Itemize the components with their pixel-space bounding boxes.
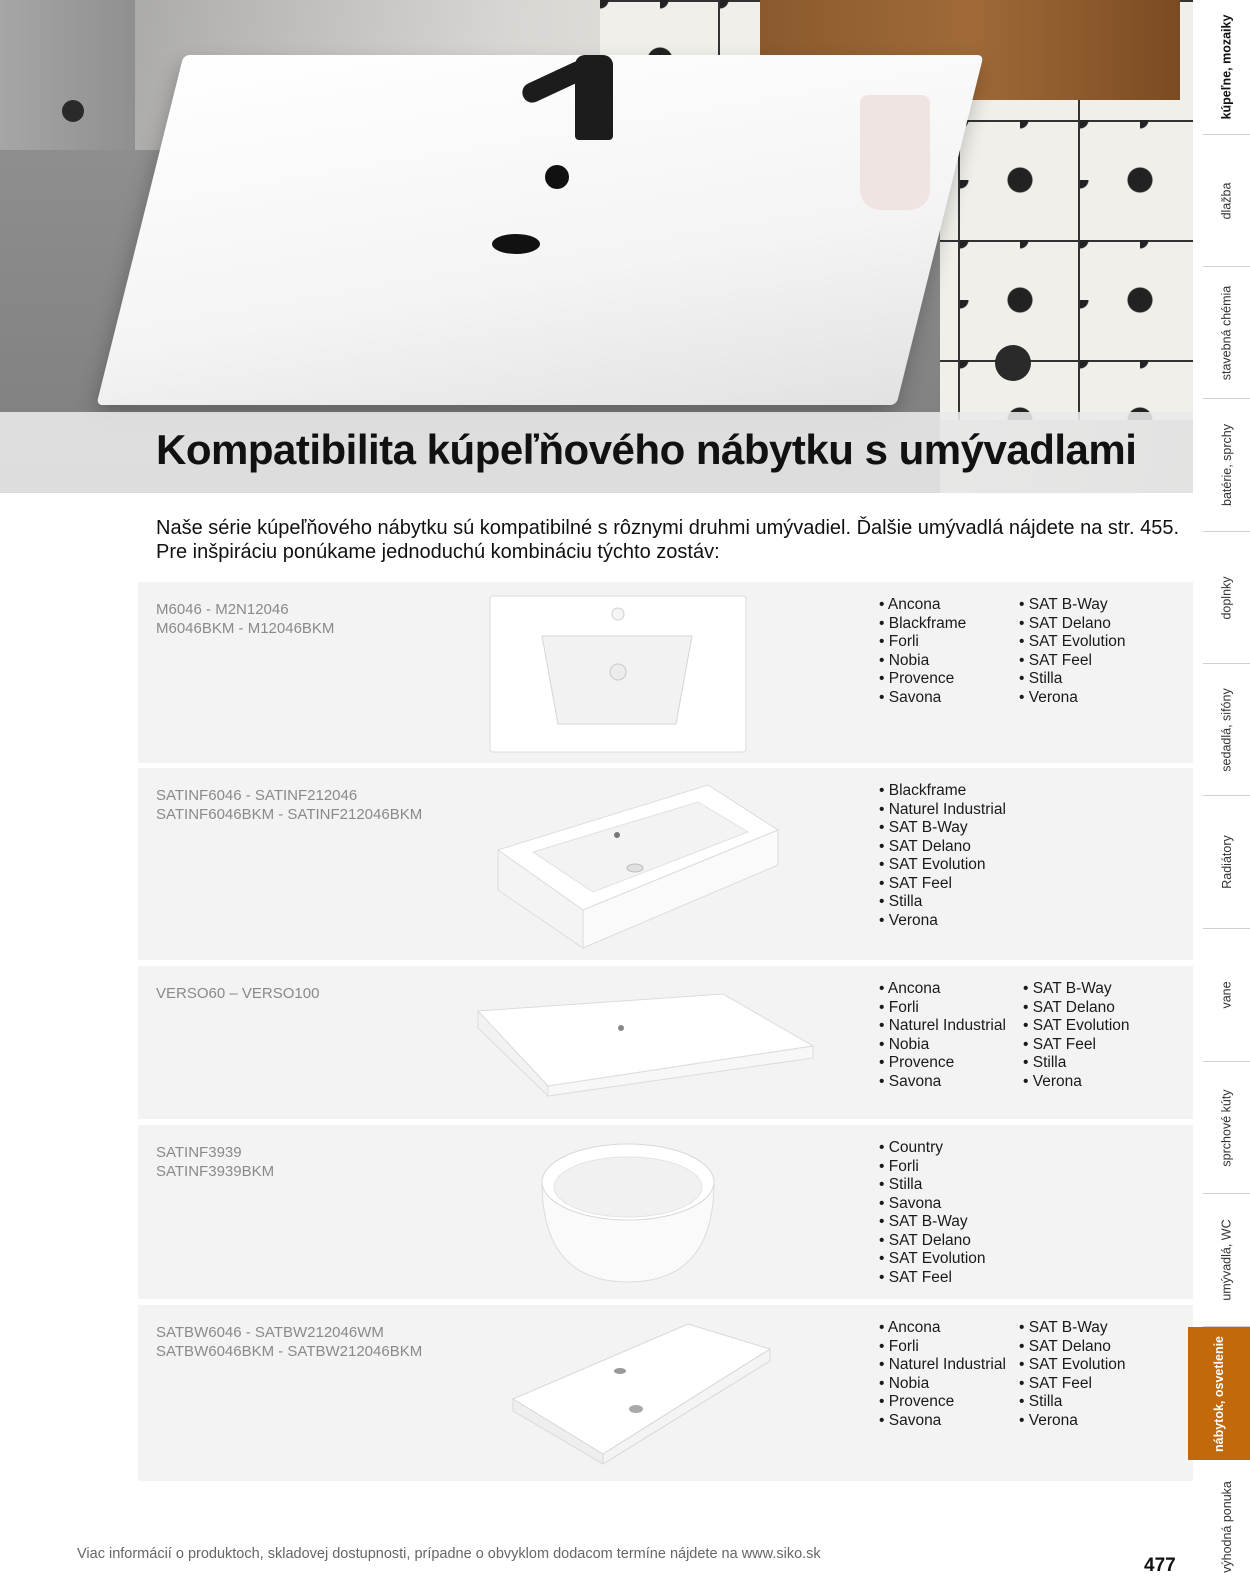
list-item: • SAT Evolution xyxy=(879,856,1006,875)
list-item: • Savona xyxy=(879,1412,1006,1431)
list-item: • SAT Delano xyxy=(1023,999,1130,1018)
furniture-list-1 xyxy=(879,596,966,707)
list-item: • Forli xyxy=(879,1338,1006,1357)
compat-row xyxy=(138,768,1193,960)
tab-umyvadla-wc[interactable] xyxy=(1203,1194,1250,1327)
sink-image xyxy=(493,780,783,950)
toothbrush-cup xyxy=(860,95,930,210)
sink-image xyxy=(508,1319,778,1474)
list-item: • SAT Evolution xyxy=(1019,633,1126,652)
compat-row xyxy=(138,582,1193,763)
compat-row xyxy=(138,1305,1193,1481)
product-codes xyxy=(156,600,334,638)
compat-row xyxy=(138,966,1193,1119)
list-item: • SAT Evolution xyxy=(879,1250,986,1269)
tap-hole xyxy=(545,165,569,189)
sink-image xyxy=(538,1137,718,1287)
tab-sedadla-sifony[interactable] xyxy=(1203,664,1250,796)
tab-sprchove-kuty[interactable] xyxy=(1203,1062,1250,1194)
list-item: • SAT Feel xyxy=(1023,1036,1130,1055)
list-item: • Nobia xyxy=(879,1375,1006,1394)
list-item: • SAT B-Way xyxy=(1019,1319,1126,1338)
furniture-list-1 xyxy=(879,1139,986,1287)
list-item: • Forli xyxy=(879,1158,986,1177)
furniture-list-2 xyxy=(1019,596,1126,707)
list-item: • SAT B-Way xyxy=(879,1213,986,1232)
list-item: • Stilla xyxy=(1023,1054,1130,1073)
compat-row xyxy=(138,1125,1193,1299)
list-item: • Naturel Industrial xyxy=(879,801,1006,820)
tab-label: Radiátory xyxy=(1219,835,1234,889)
tab-vyhodna-ponuka[interactable] xyxy=(1203,1460,1250,1594)
list-item: • SAT Delano xyxy=(1019,1338,1126,1357)
intro-line-2: Pre inšpiráciu ponúkame jednoduchú kombináciu týchto zostáv: xyxy=(156,541,720,563)
list-item: • Ancona xyxy=(879,1319,1006,1338)
tab-label: doplnky xyxy=(1219,575,1234,620)
tab-label: sedadlá, sifóny xyxy=(1219,687,1234,772)
list-item: • Nobia xyxy=(879,652,966,671)
furniture-list-2 xyxy=(1023,980,1130,1091)
code-line: M6046 - M2N12046 xyxy=(156,601,289,618)
furniture-list-2 xyxy=(1019,1319,1126,1430)
code-line: SATBW6046 - SATBW212046WM xyxy=(156,1324,384,1341)
list-item: • SAT Feel xyxy=(1019,652,1126,671)
code-line: SATINF3939 xyxy=(156,1144,242,1161)
tab-label: batérie, sprchy xyxy=(1219,424,1234,506)
tab-nabytok-osvetlenie[interactable] xyxy=(1188,1327,1250,1460)
code-line: SATBW6046BKM - SATBW212046BKM xyxy=(156,1343,423,1360)
washbasin xyxy=(96,55,983,405)
faucet xyxy=(575,55,613,140)
list-item: • Ancona xyxy=(879,980,1006,999)
list-item: • Nobia xyxy=(879,1036,1006,1055)
list-item: • Stilla xyxy=(879,1176,986,1195)
list-item: • Verona xyxy=(879,912,1006,931)
list-item: • SAT Feel xyxy=(879,875,1006,894)
intro-text xyxy=(156,516,1186,564)
list-item: • SAT Delano xyxy=(879,838,1006,857)
list-item: • SAT Delano xyxy=(879,1232,986,1251)
list-item: • SAT Evolution xyxy=(1023,1017,1130,1036)
footer-note: Viac informácií o produktoch, skladovej dostupnosti, prípadne o obvyklom dodacom termíne nájdete na www.siko.sk xyxy=(77,1546,821,1562)
tab-radiatory[interactable] xyxy=(1203,796,1250,929)
list-item: • SAT B-Way xyxy=(1019,596,1126,615)
tab-vane[interactable] xyxy=(1203,929,1250,1062)
code-line: SATINF3939BKM xyxy=(156,1163,275,1180)
list-item: • SAT B-Way xyxy=(879,819,1006,838)
tab-label: vane xyxy=(1219,981,1234,1009)
tab-label: nábytok, osvetlenie xyxy=(1212,1335,1227,1452)
list-item: • Stilla xyxy=(1019,670,1126,689)
tab-stavebna-chemia[interactable] xyxy=(1203,267,1250,399)
furniture-list-1 xyxy=(879,980,1006,1091)
furniture-list-1 xyxy=(879,782,1006,930)
list-item: • Savona xyxy=(879,689,966,708)
list-item: • Provence xyxy=(879,1054,1006,1073)
tab-kupelne[interactable] xyxy=(1203,0,1250,135)
cabinet-knob xyxy=(62,100,84,122)
list-item: • Forli xyxy=(879,999,1006,1018)
list-item: • Country xyxy=(879,1139,986,1158)
sink-image xyxy=(473,986,818,1101)
page-title: Kompatibilita kúpeľňového nábytku s umývadlami xyxy=(156,426,1137,473)
list-item: • Provence xyxy=(879,1393,1006,1412)
product-codes xyxy=(156,1323,422,1361)
section-sidebar xyxy=(1203,0,1250,1594)
page-number: 477 xyxy=(1144,1555,1176,1576)
product-codes xyxy=(156,786,422,824)
list-item: • SAT Feel xyxy=(879,1269,986,1288)
list-item: • Blackframe xyxy=(879,782,1006,801)
tab-label: kúpeľne, mozaiky xyxy=(1219,14,1234,120)
list-item: • Ancona xyxy=(879,596,966,615)
product-codes xyxy=(156,984,319,1003)
list-item: • SAT B-Way xyxy=(1023,980,1130,999)
list-item: • Blackframe xyxy=(879,615,966,634)
list-item: • Naturel Industrial xyxy=(879,1356,1006,1375)
list-item: • Forli xyxy=(879,633,966,652)
code-line: M6046BKM - M12046BKM xyxy=(156,620,335,637)
code-line: SATINF6046BKM - SATINF212046BKM xyxy=(156,806,423,823)
intro-line-1: Naše série kúpeľňového nábytku sú kompatibilné s rôznymi druhmi umývadiel. Ďalšie umývadlá nájdete na str. 455. xyxy=(156,517,1180,539)
list-item: • Verona xyxy=(1019,689,1126,708)
list-item: • SAT Feel xyxy=(1019,1375,1126,1394)
tab-dlazba[interactable] xyxy=(1203,135,1250,267)
list-item: • Naturel Industrial xyxy=(879,1017,1006,1036)
tab-label: sprchové kúty xyxy=(1219,1088,1234,1167)
towel-hook xyxy=(995,345,1031,381)
tab-doplnky[interactable] xyxy=(1203,532,1250,664)
list-item: • Savona xyxy=(879,1073,1006,1092)
tab-label: stavebná chémia xyxy=(1219,285,1234,380)
code-line: VERSO60 – VERSO100 xyxy=(156,985,320,1002)
product-codes xyxy=(156,1143,274,1181)
furniture-list-1 xyxy=(879,1319,1006,1430)
tab-label: výhodná ponuka xyxy=(1219,1481,1234,1573)
list-item: • SAT Evolution xyxy=(1019,1356,1126,1375)
sink-image xyxy=(488,594,748,754)
list-item: • Stilla xyxy=(879,893,1006,912)
tab-label: dlažba xyxy=(1219,182,1234,219)
tab-baterie-sprchy[interactable] xyxy=(1203,399,1250,532)
drain xyxy=(492,234,540,254)
list-item: • SAT Delano xyxy=(1019,615,1126,634)
list-item: • Provence xyxy=(879,670,966,689)
list-item: • Stilla xyxy=(1019,1393,1126,1412)
list-item: • Verona xyxy=(1023,1073,1130,1092)
title-band xyxy=(0,412,1193,493)
tab-label: umývadlá, WC xyxy=(1219,1219,1234,1301)
code-line: SATINF6046 - SATINF212046 xyxy=(156,787,358,804)
list-item: • Verona xyxy=(1019,1412,1126,1431)
list-item: • Savona xyxy=(879,1195,986,1214)
